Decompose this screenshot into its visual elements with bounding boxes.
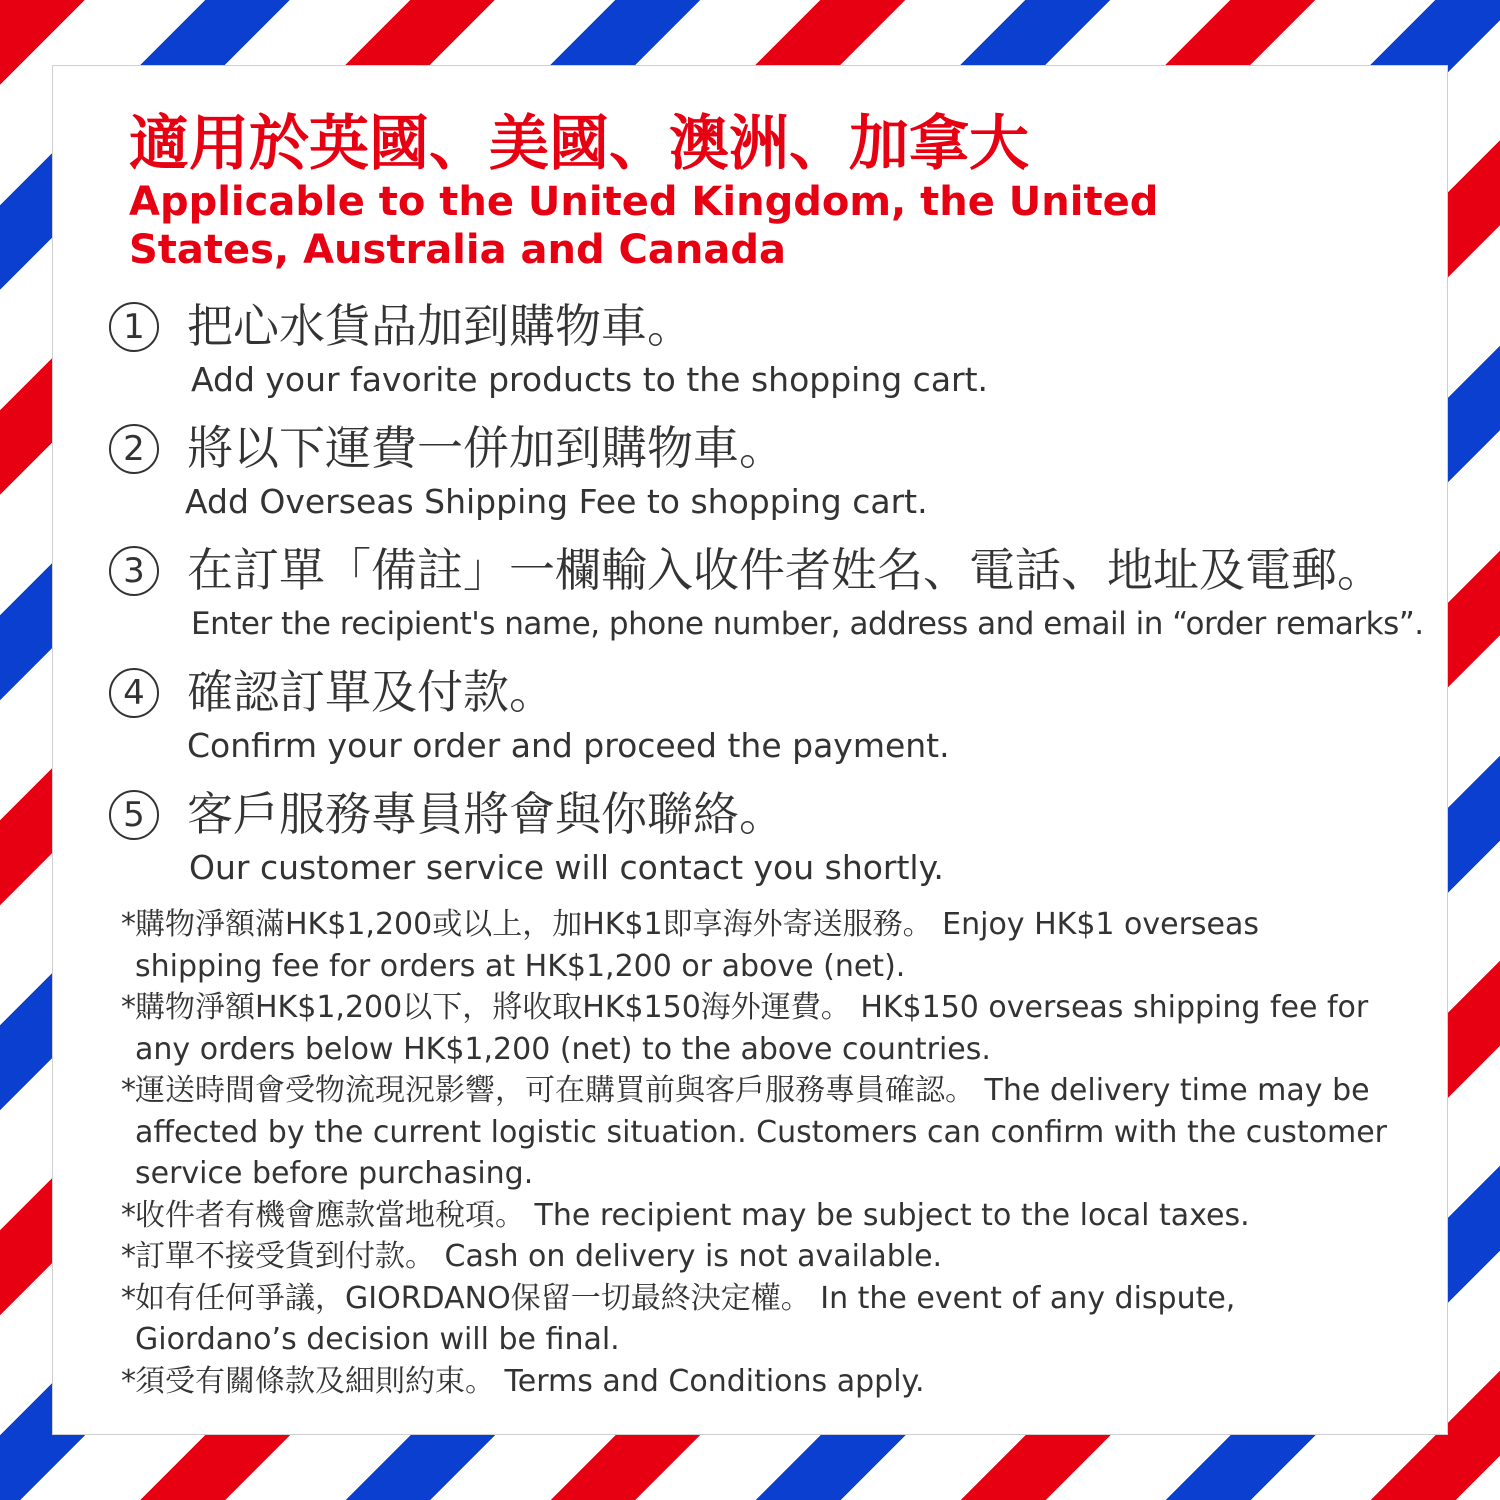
note-asterisk: * bbox=[121, 990, 136, 1025]
step-5-english: Our customer service will contact you shortly. bbox=[189, 848, 944, 887]
step-4-number-badge: 4 bbox=[109, 668, 159, 718]
step-3-english: Enter the recipient's name, phone number, address and email in “order remarks”. bbox=[191, 606, 1424, 642]
heading-chinese: 適用於英國、美國、澳洲、加拿大 bbox=[129, 109, 1029, 179]
note-asterisk: * bbox=[121, 907, 136, 942]
note-text: 訂單不接受貨到付款。 Cash on delivery is not available. bbox=[135, 1239, 943, 1274]
step-1-number-badge: 1 bbox=[109, 302, 159, 352]
note-asterisk: * bbox=[121, 1280, 136, 1316]
heading-english: Applicable to the United Kingdom, the United States, Australia and Canada bbox=[129, 179, 1159, 273]
step-2-number-badge: 2 bbox=[109, 424, 159, 474]
step-4-chinese: 確認訂單及付款。 bbox=[187, 665, 555, 719]
step-5-number-badge: 5 bbox=[109, 790, 159, 840]
step-3-chinese: 在訂單「備註」一欄輸入收件者姓名、電話、地址及電郵。 bbox=[187, 543, 1383, 597]
note-item bbox=[121, 1195, 1391, 1237]
note-text: 如有任何爭議，GIORDANO保留一切最終決定權。 In the event of any dispute, Giordano’s decision will be final. bbox=[135, 1280, 1236, 1357]
note-asterisk: * bbox=[121, 1073, 136, 1108]
note-text: 運送時間會受物流現況影響，可在購買前與客戶服務專員確認。 The delivery time may be affected by the current logistic situation. Customers can confirm with the customer service before purchasing. bbox=[135, 1073, 1388, 1191]
note-item bbox=[121, 1236, 1391, 1278]
note-asterisk: * bbox=[121, 1363, 136, 1399]
note-text: 須受有關條款及細則約束。 Terms and Conditions apply. bbox=[135, 1363, 925, 1399]
step-1-chinese: 把心水貨品加到購物車。 bbox=[187, 299, 693, 353]
step-1-english: Add your favorite products to the shopping cart. bbox=[191, 360, 989, 399]
note-asterisk: * bbox=[121, 1239, 136, 1274]
note-item bbox=[121, 1278, 1391, 1361]
note-item bbox=[121, 1361, 1391, 1403]
note-text: 收件者有機會應款當地稅項。 The recipient may be subject to the local taxes. bbox=[135, 1197, 1250, 1233]
note-asterisk: * bbox=[121, 1197, 136, 1233]
step-4-english: Confirm your order and proceed the payment. bbox=[187, 726, 950, 765]
step-3-number-badge: 3 bbox=[109, 546, 159, 596]
terms-notes-list bbox=[121, 904, 1391, 1402]
step-2-chinese: 將以下運費一併加到購物車。 bbox=[187, 421, 785, 475]
step-5-chinese: 客戶服務專員將會與你聯絡。 bbox=[187, 787, 785, 841]
note-item bbox=[121, 987, 1391, 1070]
note-item bbox=[121, 904, 1391, 987]
info-card bbox=[52, 65, 1448, 1435]
note-text: 購物淨額滿HK$1,200或以上，加HK$1即享海外寄送服務。 Enjoy HK$1 overseas shipping fee for orders at HK$1,200 or above (net). bbox=[135, 907, 1260, 984]
note-text: 購物淨額HK$1,200以下，將收取HK$150海外運費。 HK$150 overseas shipping fee for any orders below HK$1,200 (net) to the above countries. bbox=[135, 990, 1369, 1067]
step-2-english: Add Overseas Shipping Fee to shopping cart. bbox=[185, 482, 928, 521]
note-item bbox=[121, 1070, 1391, 1195]
